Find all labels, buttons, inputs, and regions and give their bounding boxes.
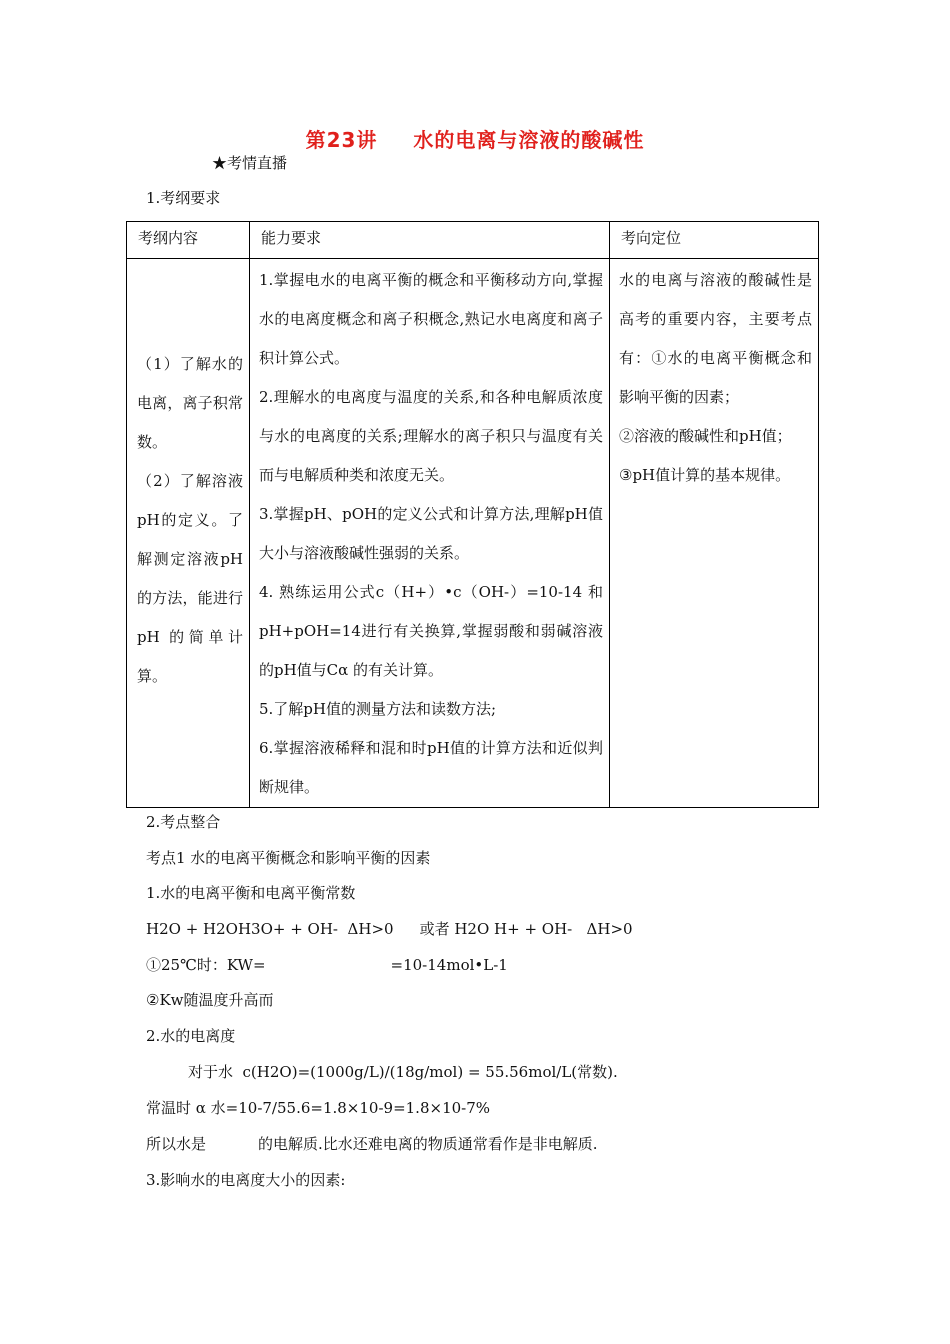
orientation-item-1: 水的电离与溶液的酸碱性是高考的重要内容，主要考点有：①水的电离平衡概念和影响平衡的因素； <box>619 271 812 406</box>
electrolyte-line-b: 的电解质.比水还难电离的物质通常看作是非电解质. <box>258 1135 598 1153</box>
document-title <box>0 124 950 153</box>
title-lecture-number: 第23讲 <box>305 128 378 152</box>
section-2-heading: 2.考点整合 <box>146 813 221 831</box>
water-concentration-line: 对于水 c(H2O)=(1000g/L)/(18g/mol) = 55.56mol/L(常数). <box>188 1063 618 1081</box>
requirements-table <box>126 221 819 808</box>
header-cell-ability: 能力要求 <box>250 222 610 259</box>
equation-kw <box>146 955 508 975</box>
point-1-heading: 考点1 水的电离平衡概念和影响平衡的因素 <box>146 849 431 867</box>
syllabus-item-1: （1）了解水的电离，离子积常数。 <box>137 355 243 451</box>
subheading: ★考情直播 <box>212 154 288 172</box>
ability-item-3: 3.掌握pH、pOH的定义公式和计算方法,理解pH值大小与溶液酸碱性强弱的关系。 <box>259 505 603 562</box>
equation-ionization-b: 或者 H2O H+ + OH- ΔH>0 <box>419 920 633 938</box>
equation-ionization <box>146 919 633 939</box>
ability-item-1: 1.掌握电水的电离平衡的概念和平衡移动方向,掌握水的电离度概念和离子积概念,熟记水电离度和离子积计算公式。 <box>259 271 603 367</box>
equation-kw-b: =10-14mol•L-1 <box>390 956 508 974</box>
header-cell-syllabus: 考纲内容 <box>127 222 250 259</box>
ability-content-cell <box>250 259 610 808</box>
kw-temperature-line: ②Kw随温度升高而 <box>146 991 274 1009</box>
syllabus-content-cell <box>127 259 250 808</box>
ability-item-6: 6.掌握溶液稀释和混和时pH值的计算方法和近似判断规律。 <box>259 739 603 796</box>
ionization-degree-line: 常温时 α 水=10-7/55.6=1.8×10-9=1.8×10-7% <box>146 1099 491 1117</box>
subsection-2-heading: 2.水的电离度 <box>146 1027 236 1045</box>
subsection-3-heading: 3.影响水的电离度大小的因素: <box>146 1171 346 1189</box>
ability-item-2: 2.理解水的电离度与温度的关系,和各种电解质浓度与水的电离度的关系;理解水的离子积只与温度有关而与电解质种类和浓度无关。 <box>259 388 603 484</box>
ability-item-5: 5.了解pH值的测量方法和读数方法; <box>259 700 497 718</box>
orientation-content-cell <box>610 259 819 808</box>
electrolyte-line-a: 所以水是 <box>146 1135 207 1153</box>
orientation-item-3: ③pH值计算的基本规律。 <box>619 466 791 484</box>
equation-ionization-a: H2O + H2OH3O+ + OH- ΔH>0 <box>146 920 394 938</box>
subsection-1-heading: 1.水的电离平衡和电离平衡常数 <box>146 884 356 902</box>
electrolyte-line <box>146 1134 598 1154</box>
equation-kw-a: ①25℃时：KW= <box>146 956 266 974</box>
ability-item-4: 4. 熟练运用公式c（H+）•c（OH-）=10-14 和pH+pOH=14进行有关换算,掌握弱酸和弱碱溶液的pH值与Cα 的有关计算。 <box>259 583 603 679</box>
orientation-item-2: ②溶液的酸碱性和pH值； <box>619 427 792 445</box>
title-topic: 水的电离与溶液的酸碱性 <box>413 128 645 152</box>
section-1-heading: 1.考纲要求 <box>146 189 221 207</box>
syllabus-item-2: （2）了解溶液pH的定义。了解测定溶液pH的方法，能进行 pH 的简单计算。 <box>137 472 243 685</box>
header-cell-orientation: 考向定位 <box>610 222 819 259</box>
